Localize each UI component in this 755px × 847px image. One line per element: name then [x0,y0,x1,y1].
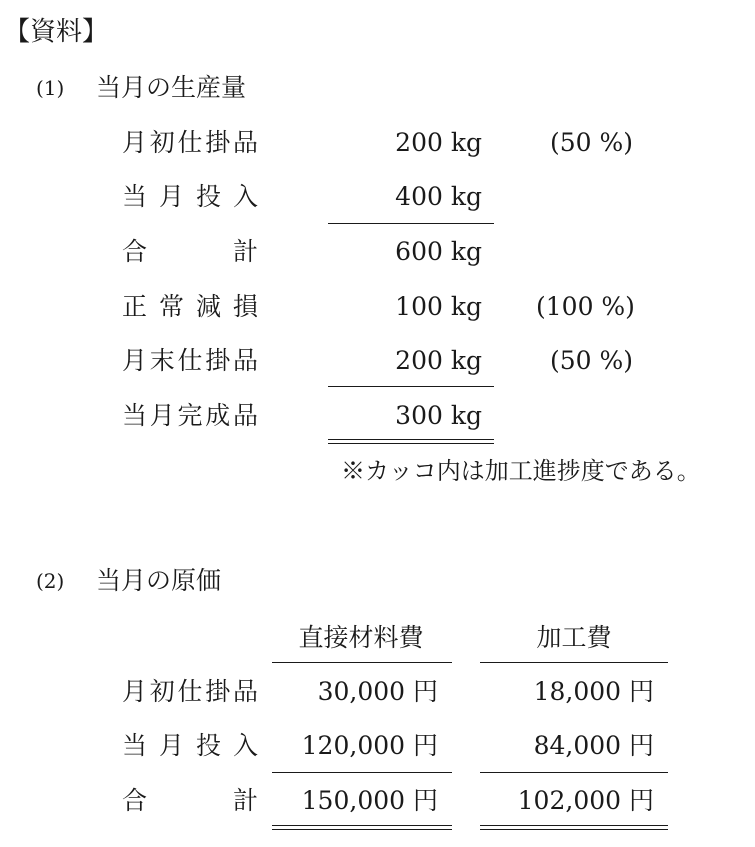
cost-label-input: 当月投入 [122,731,258,760]
qty-normal-loss: 100 kg [395,292,482,321]
header-rule-material [272,662,452,663]
column-header-material: 直接材料費 [298,623,424,652]
cost-material-input: 120,000 円 [301,731,438,760]
cost-conversion-opening-wip: 18,000 円 [533,677,654,706]
row-label-completed: 当月完成品 [122,401,258,430]
note: ※カッコ内は加工進捗度である。 [341,457,701,485]
qty-input: 400 kg [395,182,482,211]
cost-conversion-total: 102,000 円 [517,786,654,815]
section1-number: (1) [36,76,65,100]
column-header-conversion: 加工費 [536,623,612,652]
qty-closing-wip: 200 kg [395,346,482,375]
row-label-normal-loss: 正常減損 [122,292,258,321]
total-double-rule [328,439,494,444]
subtotal-rule-conversion [480,772,668,773]
cost-conversion-input: 84,000 円 [533,731,654,760]
subtotal-rule [328,223,494,224]
row-label-input: 当月投入 [122,182,258,211]
total-double-rule-conversion [480,825,668,830]
heading: 【資料】 [4,17,109,47]
progress-normal-loss: (100 %) [536,292,635,321]
subtotal-rule-material [272,772,452,773]
row-label-total: 合計 [122,237,258,266]
row-label-closing-wip: 月末仕掛品 [122,346,258,375]
cost-material-total: 150,000 円 [301,786,438,815]
row-label-opening-wip: 月初仕掛品 [122,128,258,157]
cost-label-opening-wip: 月初仕掛品 [122,677,258,706]
cost-material-opening-wip: 30,000 円 [317,677,438,706]
qty-total: 600 kg [395,237,482,266]
qty-completed: 300 kg [395,401,482,430]
cost-label-total: 合計 [122,786,258,815]
total-double-rule-material [272,825,452,830]
section1-title: 当月の生産量 [96,73,247,102]
qty-opening-wip: 200 kg [395,128,482,157]
completed-rule [328,386,494,387]
progress-closing-wip: (50 %) [550,346,634,375]
section2-title: 当月の原価 [96,566,222,595]
section2-number: (2) [36,569,65,593]
header-rule-conversion [480,662,668,663]
progress-opening-wip: (50 %) [550,128,634,157]
